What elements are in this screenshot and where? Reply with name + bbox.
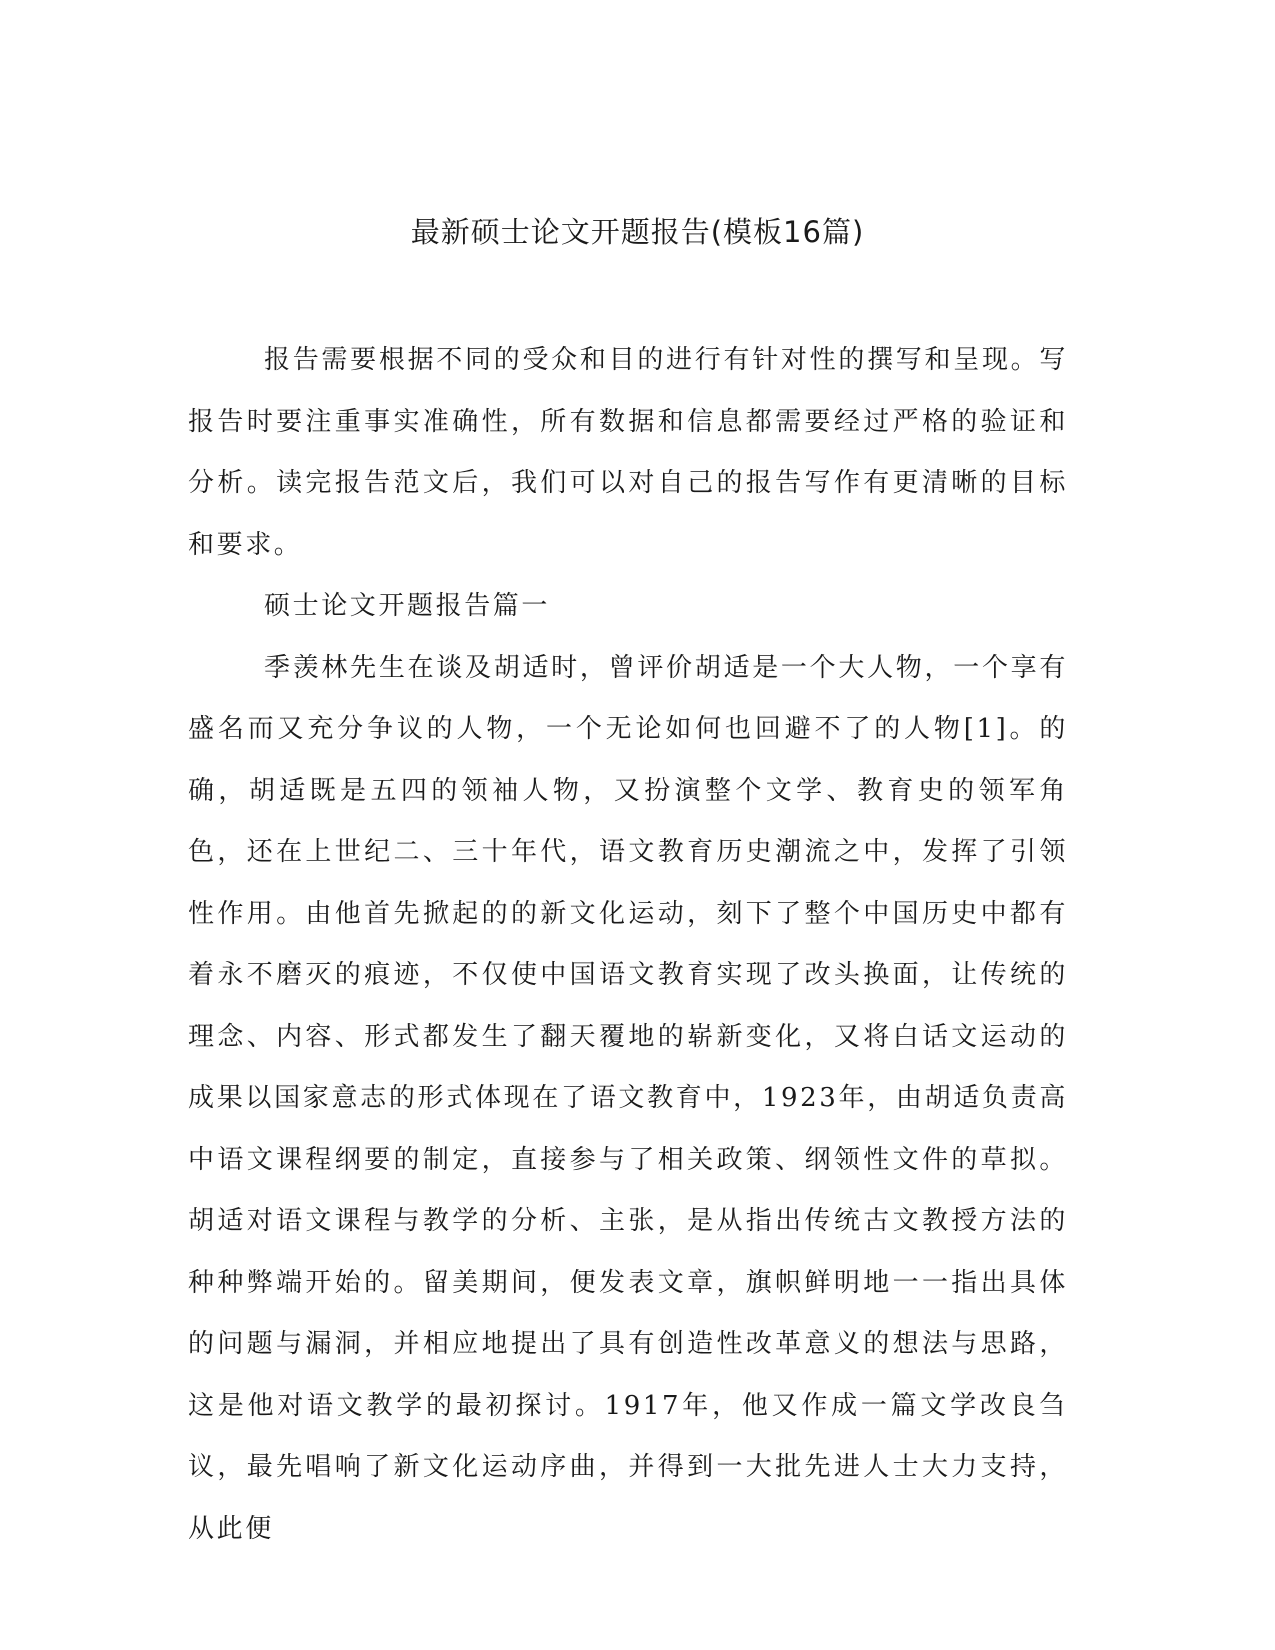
document-title: 最新硕士论文开题报告(模板16篇)	[410, 215, 865, 249]
section-heading: 硕士论文开题报告篇一	[264, 591, 551, 621]
body-paragraph: 季羡林先生在谈及胡适时，曾评价胡适是一个大人物，一个享有盛名而又充分争议的人物，一个无论如何也回避不了的人物[1]。的确，胡适既是五四的领袖人物，又扮演整个文学、教育史的领军角色，还在上世纪二、三十年代，语文教育历史潮流之中，发挥了引领性作用。由他首先掀起的的新文化运动，刻下了整个中国历史中都有着永不磨灭的痕迹，不仅使中国语文教育实现了改头换面，让传统的理念、内容、形式都发生了翻天覆地的崭新变化，又将白话文运动的成果以国家意志的形式体现在了语文教育中，1923年，由胡适负责高中语文课程纲要的制定，直接参与了相关政策、纲领性文件的草拟。胡适对语文课程与教学的分析、主张，是从指出传统古文教授方法的种种弊端开始的。留美期间，便发表文章，旗帜鲜明地一一指出具体的问题与漏洞，并相应地提出了具有创造性改革意义的想法与思路，这是他对语文教学的最初探讨。1917年，他又作成一篇文学改良刍议，最先唱响了新文化运动序曲，并得到一大批先进人士大力支持，从此便	[188, 652, 1068, 1544]
document-body	[188, 330, 1068, 1560]
intro-paragraph: 报告需要根据不同的受众和目的进行有针对性的撰写和呈现。写报告时要注重事实准确性，所有数据和信息都需要经过严格的验证和分析。读完报告范文后，我们可以对自己的报告写作有更清晰的目标和要求。	[188, 345, 1068, 560]
